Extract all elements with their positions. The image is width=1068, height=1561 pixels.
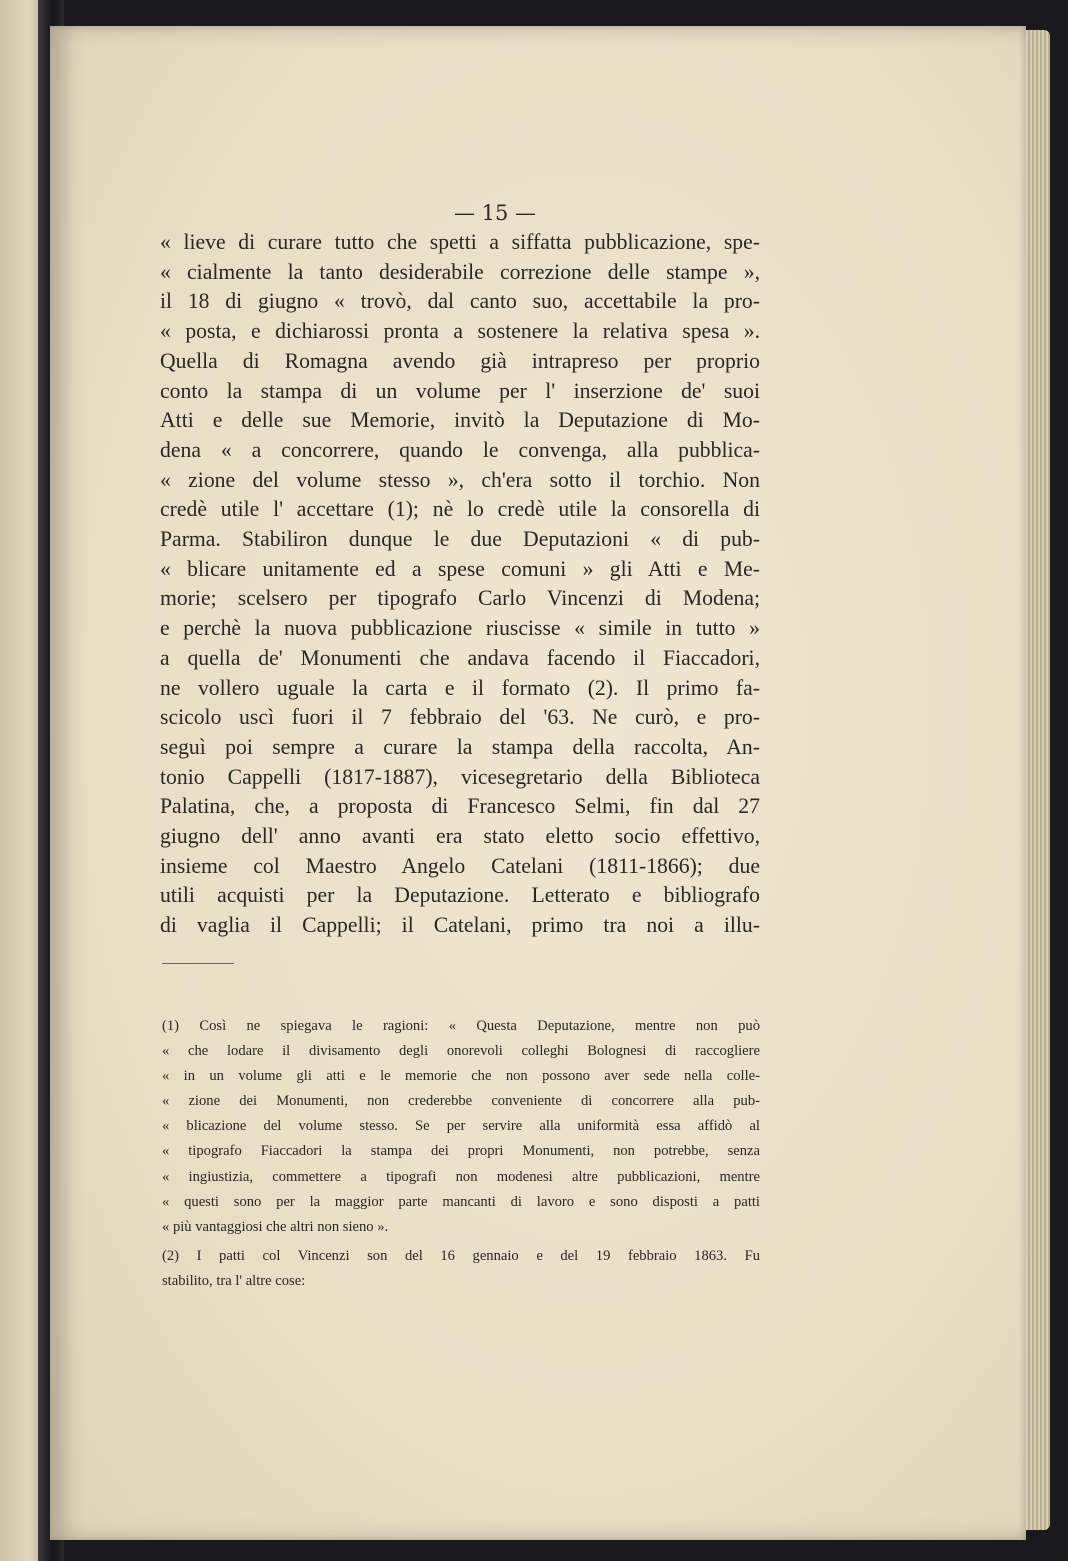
footnote-line: (1) Così ne spiegava le ragioni: « Questa Deputazione, mentre non può (162, 1018, 760, 1034)
footnote-line: « ingiustizia, commettere a tipografi non modenesi altre pubblicazioni, mentre (162, 1168, 760, 1185)
text-line: Atti e delle sue Memorie, invitò la Deputazione di Mo- (160, 408, 760, 433)
footnote-line: « tipografo Fiaccadori la stampa dei propri Monumenti, non potrebbe, senza (162, 1143, 760, 1160)
text-line: morie; scelsero per tipografo Carlo Vincenzi di Modena; (160, 586, 760, 611)
text-line: e perchè la nuova pubblicazione riuscisse « simile in tutto » (160, 616, 760, 641)
book-page (50, 26, 1026, 1540)
text-line: conto la stampa di un volume per l' inserzione de' suoi (160, 378, 760, 403)
text-line: « lieve di curare tutto che spetti a siffatta pubblicazione, spe- (160, 230, 760, 254)
text-line: insieme col Maestro Angelo Catelani (1811-1866); due (160, 853, 760, 878)
text-line: giugno dell' anno avanti era stato eletto socio effettivo, (160, 824, 760, 849)
text-line: a quella de' Monumenti che andava facendo il Fiaccadori, (160, 645, 760, 670)
footnote-line: « zione dei Monumenti, non crederebbe conveniente di concorrere alla pub- (162, 1093, 760, 1110)
footnote-line: « in un volume gli atti e le memorie che non possono aver sede nella colle- (162, 1068, 760, 1085)
text-line: dena « a concorrere, quando le convenga, alla pubblica- (160, 437, 760, 462)
body-text (160, 228, 760, 941)
text-line: utili acquisti per la Deputazione. Letterato e bibliografo (160, 883, 760, 908)
footnote-line: « questi sono per la maggior parte mancanti di lavoro e sono disposti a patti (162, 1193, 760, 1210)
text-line: scicolo uscì fuori il 7 febbraio del '63. Ne curò, e pro- (160, 705, 760, 730)
footnote-line: « che lodare il divisamento degli onorevoli colleghi Bolognesi di raccogliere (162, 1043, 760, 1060)
footnote-line: « blicazione del volume stesso. Se per servire alla uniformità essa affidò al (162, 1118, 760, 1135)
text-line: tonio Cappelli (1817-1887), vicesegretario della Biblioteca (160, 764, 760, 789)
footnote-separator (162, 963, 234, 964)
footnote-line: « più vantaggiosi che altri non sieno ». (162, 1218, 389, 1235)
text-line: Palatina, che, a proposta di Francesco Selmi, fin dal 27 (160, 794, 760, 819)
text-line: di vaglia il Cappelli; il Catelani, primo tra noi a illu- (160, 913, 760, 938)
text-line: Quella di Romagna avendo già intrapreso per proprio (160, 348, 760, 373)
page-number: — 15 — (453, 201, 537, 225)
footnote-1 (162, 1014, 760, 1240)
text-line: seguì poi sempre a curare la stampa della raccolta, An- (160, 734, 760, 759)
footnote-2 (162, 1244, 760, 1294)
text-line: « zione del volume stesso », ch'era sotto il torchio. Non (160, 467, 760, 492)
text-line: ne vollero uguale la carta e il formato (2). Il primo fa- (160, 675, 760, 700)
footnote-line: (2) I patti col Vincenzi son del 16 gennaio e del 19 febbraio 1863. Fu (162, 1247, 760, 1264)
text-line: « blicare unitamente ed a spese comuni » gli Atti e Me- (160, 556, 760, 581)
text-line: « posta, e dichiarossi pronta a sostenere la relativa spesa ». (160, 319, 760, 344)
footnote-line: stabilito, tra l' altre cose: (162, 1272, 306, 1289)
text-line: il 18 di giugno « trovò, dal canto suo, accettabile la pro- (160, 289, 760, 314)
text-line: credè utile l' accettare (1); nè lo credè utile la consorella di (160, 497, 760, 522)
footnotes (162, 1014, 760, 1298)
text-line: « cialmente la tanto desiderabile correzione delle stampe », (160, 259, 760, 284)
text-line: Parma. Stabiliron dunque le due Deputazioni « di pub- (160, 527, 760, 552)
